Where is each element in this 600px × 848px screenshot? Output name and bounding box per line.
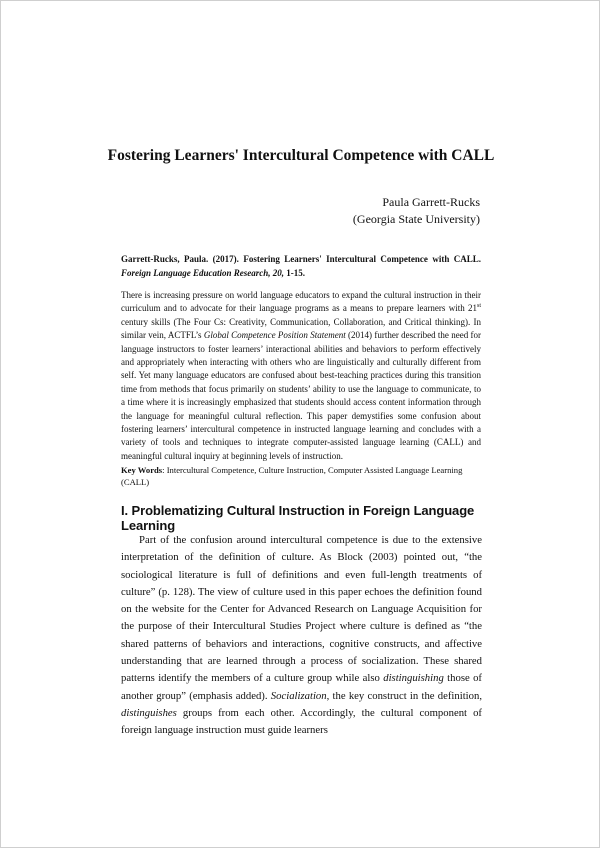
keywords-text: : Intercultural Competence, Culture Instruction, Computer Assisted Language Learning (CALL) <box>121 465 463 487</box>
paper-title: Fostering Learners' Intercultural Competence with CALL <box>107 147 495 164</box>
citation-text: Garrett-Rucks, Paula. (2017). Fostering Learners' Intercultural Competence with CALL. <box>121 254 481 264</box>
abstract-text-1: There is increasing pressure on world language educators to expand the cultural instruction in their curriculum and to advocate for their language programs as a means to prepare learners with 21 <box>121 290 481 314</box>
body-italic-3: distinguishes <box>121 706 177 719</box>
abstract-italic: Global Competence Position Statement <box>203 330 346 341</box>
citation-journal: Foreign Language Education Research, 20, <box>121 268 285 278</box>
body-italic-2: Socialization, <box>270 689 330 702</box>
keywords <box>121 464 481 488</box>
body-text-3: the key construct in the definition, <box>329 689 483 702</box>
abstract-text-2: century skills (The Four Cs: Creativity, Communication, Collaboration, and Critical thinking). In similar vein, ACTFL’s <box>121 316 481 341</box>
section-body <box>121 532 482 740</box>
citation-pages: 1-15. <box>284 268 306 278</box>
body-italic-1: distinguishing <box>383 672 444 685</box>
body-text-1: Part of the confusion around intercultural competence is due to the extensive interpretation of the definition of culture. As Block (2003) pointed out, “the sociological literature is full of definitions and even full-length treatments of culture” (p. 128). The view of culture used in this paper echoes the definition found on the website for the Center for Advanced Research on Language Acquisition for the purpose of their Intercultural Studies Project where culture is defined as “the shared patterns of behaviors and interactions, cognitive constructs, and affective understanding that are learned through a process of socialization. These shared patterns identify the members of a culture group while also <box>121 534 482 685</box>
body-text-4: groups from each other. Accordingly, the cultural component of foreign language instruction must guide learners <box>121 706 482 737</box>
section-heading: I. Problematizing Cultural Instruction in Foreign Language Learning <box>121 503 475 533</box>
body-text-2: those of another group” (emphasis added). <box>121 672 482 702</box>
abstract-paragraph <box>121 289 481 463</box>
keywords-label: Key Words <box>121 465 163 475</box>
citation <box>121 252 481 280</box>
body-paragraph <box>121 532 482 740</box>
author-block <box>353 194 480 228</box>
abstract-superscript: st <box>476 303 481 310</box>
author-name: Paula Garrett-Rucks <box>382 195 480 209</box>
author-affiliation: (Georgia State University) <box>352 212 480 226</box>
abstract-text-3: (2014) further described the need for language instructors to foster learners’ interactional abilities and behaviors to perform effectively and appropriately when interacting with others who are linguistically and culturally different from self. Yet many language educators are confused about best-teaching practices during this transition time from methods that focus primarily on students’ ability to use the language to communicate, to a time where it is increasingly emphasized that students should access content information through the language for meaningful cultural reflection. This paper demystifies some confusion about fostering learners’ intercultural competence in instructed language learning and concludes with a variety of tools and techniques to integrate computer-assisted language learning (CALL) and meaningful cultural inquiry at beginning levels of instruction. <box>121 330 481 461</box>
abstract <box>121 289 481 463</box>
